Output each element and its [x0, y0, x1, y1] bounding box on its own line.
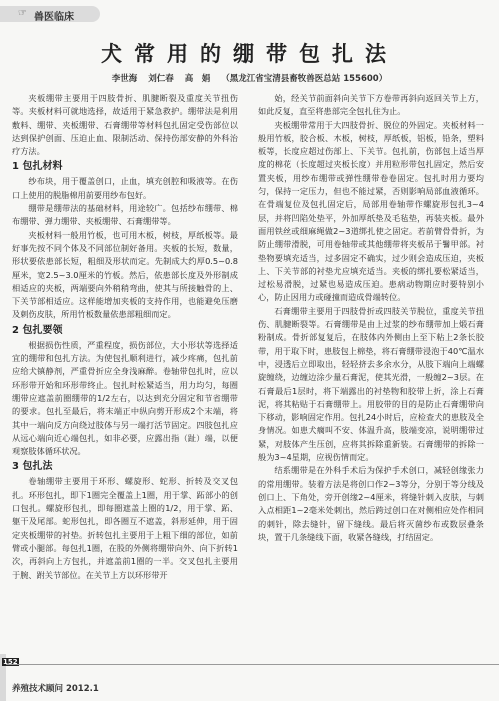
- author-line: [0, 72, 499, 84]
- pen-icon: ☞: [18, 8, 27, 19]
- paragraph: 夹板绷带主要用于四肢骨折、肌腱断裂及重度关节扭伤等。夹板材料可就地选择，故适用于紧急救护。绷带法是利用敷料、绷带、夹板绷带、石膏绷带等材料包扎固定受伤部位以达到保护创面、压迫止血、限制活动、保持伤部安静的外科治疗方法。: [12, 93, 238, 157]
- paragraph: 绷带是绷带法的基础材料，用途较广。包括纱布绷带、棉布绷带、弹力绷带、夹板绷带、石膏绷带等。: [12, 203, 238, 227]
- column-tag: [0, 6, 100, 22]
- paragraph: 石膏绷带主要用于四肢骨折或四肢关节脱位，重度关节扭伤、肌腱断裂等。石膏绷带是由上过浆的纱布绷带加上煅石膏粉制成。骨折部复复后，在肢体内外侧由上至下粘上2条长胶带，用于取下时，患肢包上棉垫，将石膏绷带浸泡于40℃温水中，浸透后立即取出，轻轻挤去多余水分，从肢下端向上端螺旋缠绕，边缠边涂少量石膏泥，使其光滑，一般缠2~3层。在石膏最后1层时，将下端露出的衬垫物和胶带上折，涂上石膏泥，将其粘贴于石膏绷带上。用胶带的目的是防止石膏绷带向下移动，影响固定作用。包扎24小时后，应检查犬的患肢及全身情况。如患犬瘸叫不安、体温升高，肢端变凉，说明绷带过紧，对肢体产生压创，应将其拆除重新装。石膏绷带的拆除一般为3~4星期，应视伤情而定。: [258, 305, 484, 463]
- section-heading: 3 包扎法: [12, 461, 53, 473]
- author-affiliation: （黑龙江省宝清县畜牧兽医总站 155600）: [221, 74, 388, 84]
- paragraph: 根据损伤性质，严重程度，损伤部位，大小形状等选择适宜的绷带和包扎方法。为使包扎顺利进行，减少疼痛，包扎前应给犬镇静剂，严重骨折应全身浅麻醉。卷轴带包扎时，应以环形带开始和环形带终止。包扎时松紧适当，用力均匀，每圈绷带应遮盖前圈绷带的1/2左右，以达到充分固定和节省绷带的要求。包扎至最后，将末端正中纵向剪开形成2个末端，将其中一端向反方向绕过肢体与另一端打活节固定。四肢包扎应从远心端向近心端包扎，如非必要，应露出指（趾）端，以便观察肢体循环状况。: [12, 339, 238, 457]
- paragraph: 纱布块，用于覆盖创口，止血，填充创腔和吸液等。在伤口上使用的脱脂棉用前要用纱布包好。: [12, 176, 238, 200]
- footer-divider: [6, 664, 499, 665]
- author-name: 李世海: [111, 74, 138, 84]
- column-name: 兽医临床: [34, 12, 74, 23]
- author-name: 高 娟: [184, 74, 211, 84]
- paragraph: 卷轴绷带主要用于环形、螺旋形、蛇形、折转及交叉包扎。环形包扎，即下1圈完全覆盖上1圈，用于掌、跖部小的创口包扎。螺旋形包扎，即每圈遮盖上圈的1/2，用于掌、跖、躯干及尾部。蛇形包扎，即各圈互不遮盖，斜形延伸，用于固定夹板绷带的衬垫。折转包扎主要用于上粗下细的部位，如前臂或小腿部。每包扎1圈，在股的外侧将绷带向外、向下折转1次，再斜向上方包扎，并遮盖前1圈的一半。交叉包扎主要用于腕、跗关节部位。在关节上方以环形带开: [12, 476, 238, 580]
- page-number: 152: [3, 658, 18, 666]
- journal-name: 养殖技术顾问 2012.1: [12, 684, 99, 694]
- author-name: 刘仁春: [148, 74, 174, 84]
- paragraph: 夹板材料一般用竹板，也可用木板，树枝，厚纸板等。最好事先按不同个体及不同部位制好备用。夹板的长短，数量，形状要依患部长短，粗细及形状而定。先制成大约厚0.5~0.8厘米，宽2.5~3.0厘米的竹板。然后，依患部长度及外形制成相适应的夹板，两端要向外稍稍弯曲，使其与所接触骨的上、下关节部相适应。这样能增加夹板的支持作用，也能避免压磨及刺伤皮肤，所用竹板数量依患部粗细而定。: [12, 229, 238, 320]
- paragraph: 始，经关节前面斜向关节下方卷带再斜向返回关节上方，如此反复，直至将患部完全包扎住为止。: [258, 93, 484, 117]
- paragraph: 夹板绷带常用于大四肢骨折、脱位的外固定。夹板材料一般用竹板，胶合板、木板，树枝，厚纸板，铝板，铅条，塑料板等，长度应超过伤部上、下关节。包扎前，伤部包上适当厚度的棉花（长度超过夹板长度）并用粒形带包扎固定，然后安置夹板，用纱布绷带或弹性绷带卷卷固定。包扎时用力要均匀，保持一定压力，但也不能过紧，否则影响局部血液循环。在骨端复位及包扎固定后，局部用卷轴带作螺旋形包扎3~4层，并将凹陷处垫平，外加厚纸垫及毛毡垫，再装夹板。最外面用铁丝或细麻绳做2~3道绑扎使之固定。若前臂骨骨折，为防止绷带滑脱，可用卷轴带或其他绷带将夹板吊于鬐甲部。衬垫物要填充适当，过多固定不确实，过少则会造成压迫，夹板上、下关节部的衬垫尤应填充适当。夹板的绑扎要松紧适当，过松易滑脱，过紧也易造成压迫。患病动物期应时要特别小心，防止因用力或碰撞而造成骨端转位。: [258, 119, 484, 303]
- left-text-column: [12, 92, 238, 582]
- section-heading: 2 包扎要领: [12, 324, 63, 336]
- article-title: 犬常用的绷带包扎法: [101, 41, 398, 66]
- right-text-column: [258, 92, 484, 544]
- section-heading: 1 包扎材料: [12, 161, 63, 173]
- paragraph: 结系绷带是在外科手术后为保护手术创口，减轻创缘张力的常用绷带。装着方法是将创口作2~3等分，分别于等分线及创口上、下角处，旁开创缘2~4厘米，将缝针刺入皮肤，与刺入点相距1~2毫米处刺出，然后跨过创口在对侧相应处作相同的刺针，除去缝针，留下缝线。最后将灭菌纱布或数层叠条块，置于几条缝线下面，收紧各缝线，打结固定。: [258, 465, 484, 542]
